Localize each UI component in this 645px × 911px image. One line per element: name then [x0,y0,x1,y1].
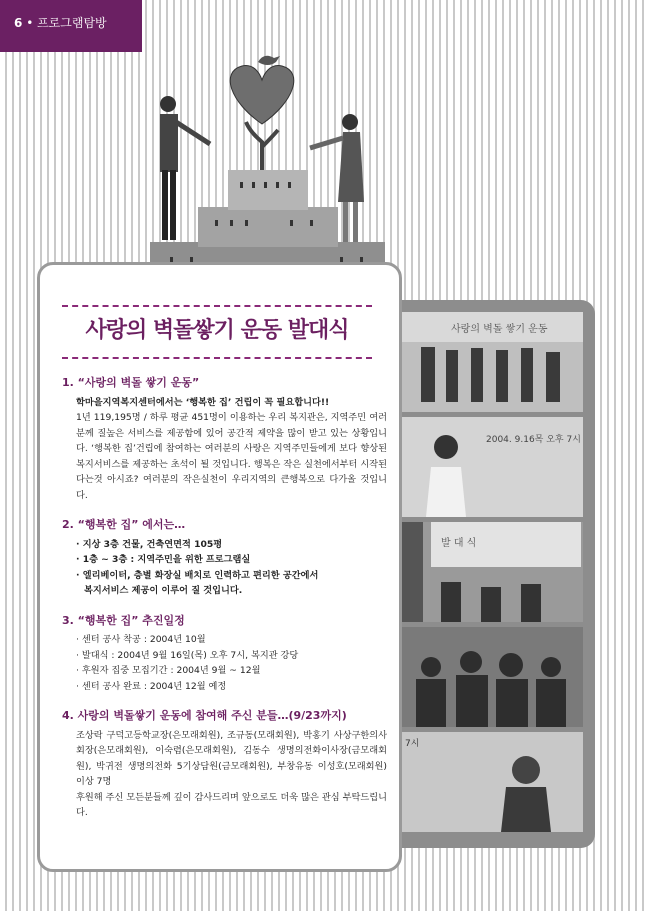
page-header-tab [0,0,142,52]
photo-time-text: 7시 [405,739,420,749]
event-photo-panel [385,300,595,848]
event-photo-audience [401,627,583,727]
section-1 [62,375,387,503]
article-body [62,375,387,835]
article-headline: 사랑의 벽돌쌓기 운동 발대식 [85,317,349,343]
section-2-item: · 1층 ~ 3층 : 지역주민을 위한 프로그램실 [76,554,251,565]
section-3-item: · 센터 공사 착공 : 2004년 10월 [76,634,206,645]
section-1-body: 1년 119,195명 / 하루 평균 451명이 이용하는 우리 복지관은, 지역주민 여러분께 질높은 서비스를 제공함에 있어 공간적 제약을 많이 받고 있는 상황입니다. ‘행복한 집’건립에 참여하는 여러분의 사랑은 지역주민들에게 보다 향상된 복지서비스를 제공하는 초석이 될 것입니다. 행복은 작은 실천에서부터 시작된다는것 아시죠? 여러분의 작은실천이 우리지역의 큰행복으로 다가올 것입니다. [76,412,387,501]
event-photo-hall [401,522,583,622]
article-card [37,262,402,872]
section-2-title: 2. “행복한 집” 에서는… [62,518,186,531]
section-4 [62,708,387,821]
photo-date-text: 2004. 9.16목 오후 7시 [486,435,581,445]
section-2-item: 복지서비스 제공이 이루어 질 것입니다. [84,585,243,596]
section-2 [62,517,387,599]
section-4-closing: 후원해 주신 모든분들께 깊이 감사드리며 앞으로도 더욱 많은 관심 부탁드립니다. [76,791,387,818]
section-2-item: · 지상 3층 건물, 건축연면적 105평 [76,538,223,550]
header-separator: • [26,16,38,30]
section-3-item: · 발대식 : 2004년 9월 16일(목) 오후 7시, 복지관 강당 [76,649,299,661]
photo-hall-text: 발 대 식 [441,538,477,549]
section-3-item: · 센터 공사 완료 : 2004년 12월 예정 [76,680,227,692]
headline-divider-top [62,305,372,307]
event-photo-speaker [401,417,583,517]
section-1-lead: 학마을지역복지센터에서는 ‘행복한 집’ 건립이 꼭 필요합니다!! [76,396,330,408]
section-3-title: 3. “행복한 집” 추진일정 [62,613,185,627]
section-4-title: 4. 사랑의 벽돌쌓기 운동에 참여해 주신 분들…(9/23까지) [62,709,347,722]
section-3-item: · 후원자 집중 모집기간 : 2004년 9월 ~ 12월 [76,665,261,676]
heart-tree-illustration [150,52,400,292]
headline-divider-bottom [62,357,372,359]
event-photo-elder [401,732,583,832]
section-1-title: 1. “사랑의 벽돌 쌓기 운동” [62,376,200,389]
section-3 [62,613,387,695]
section-4-body: 조상락 구덕고등학교장(은모래회원), 조규동(모래회원), 박홍기 사상구한의사회장(은모래회원), 이숙렴(은모래회원), 김동수 생명의전화이사장(금모래회원), 박귀전 생명의전화 5기상담원(금모래회원), 부창유동 이성호(모래회원) 이상 7명 [76,729,387,787]
page-number: 6 [14,16,23,30]
event-photo-choir [401,312,583,412]
section-2-item: · 엘리베이터, 층별 화장실 배치로 인력하고 편리한 공간에서 [76,569,319,581]
section-name: 프로그램탐방 [37,16,107,30]
photo-banner-text: 사랑의 벽돌 쌓기 운동 [451,324,548,335]
